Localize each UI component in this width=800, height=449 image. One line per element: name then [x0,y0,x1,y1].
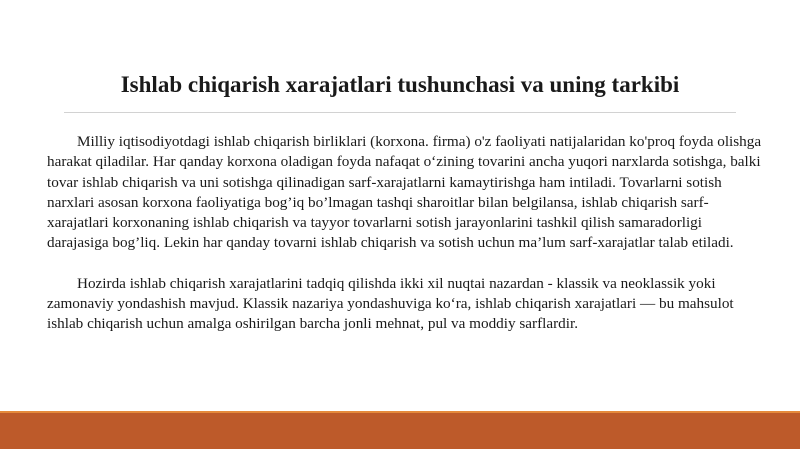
body-paragraph-2: Hozirda ishlab chiqarish xarajatlarini tadqiq qilishda ikki xil nuqtai nazardan - klassik va neoklassik yoki zamonaviy yondashish mavjud. Klassik nazariya yondashuviga ko‘ra, ishlab chiqarish xarajatlari — bu mahsulot ishlab chiqarish uchun amalga oshirilgan barcha jonli mehnat, pul va moddiy sarflardir. [47,274,734,333]
title-divider [64,112,736,113]
slide-body [47,132,762,355]
slide-title: Ishlab chiqarish xarajatlari tushunchasi va uning tarkibi [120,72,680,97]
body-paragraph-1: Milliy iqtisodiyotdagi ishlab chiqarish birliklari (korxona. firma) o'z faoliyati natijalaridan ko'proq foyda olishga harakat qiladilar. Har qanday korxona oladigan foyda nafaqat o‘zining tovarini ancha yuqori narxlarda sotishga, balki tovar ishlab chiqarish va uni sotishga qilinadigan sarf-xarajatlarni kamaytirishga ham intiladi. Tovarlarni sotish narxlari asosan korxona faoliyatiga bog’iq bo’lmagan tashqi sharoitlar bilan belgilansa, ishlab chiqarish sarf-xarajatlari korxonaning ishlab chiqarish va tayyor tovarlarni sotish jarayonlarini tashkil qilish samaradorligi darajasiga bog’liq. Lekin har qanday tovarni ishlab chiqarish va sotish uchun ma’lum sarf-xarajatlar talab etiladi. [47,133,762,252]
footer-bar [0,413,800,449]
